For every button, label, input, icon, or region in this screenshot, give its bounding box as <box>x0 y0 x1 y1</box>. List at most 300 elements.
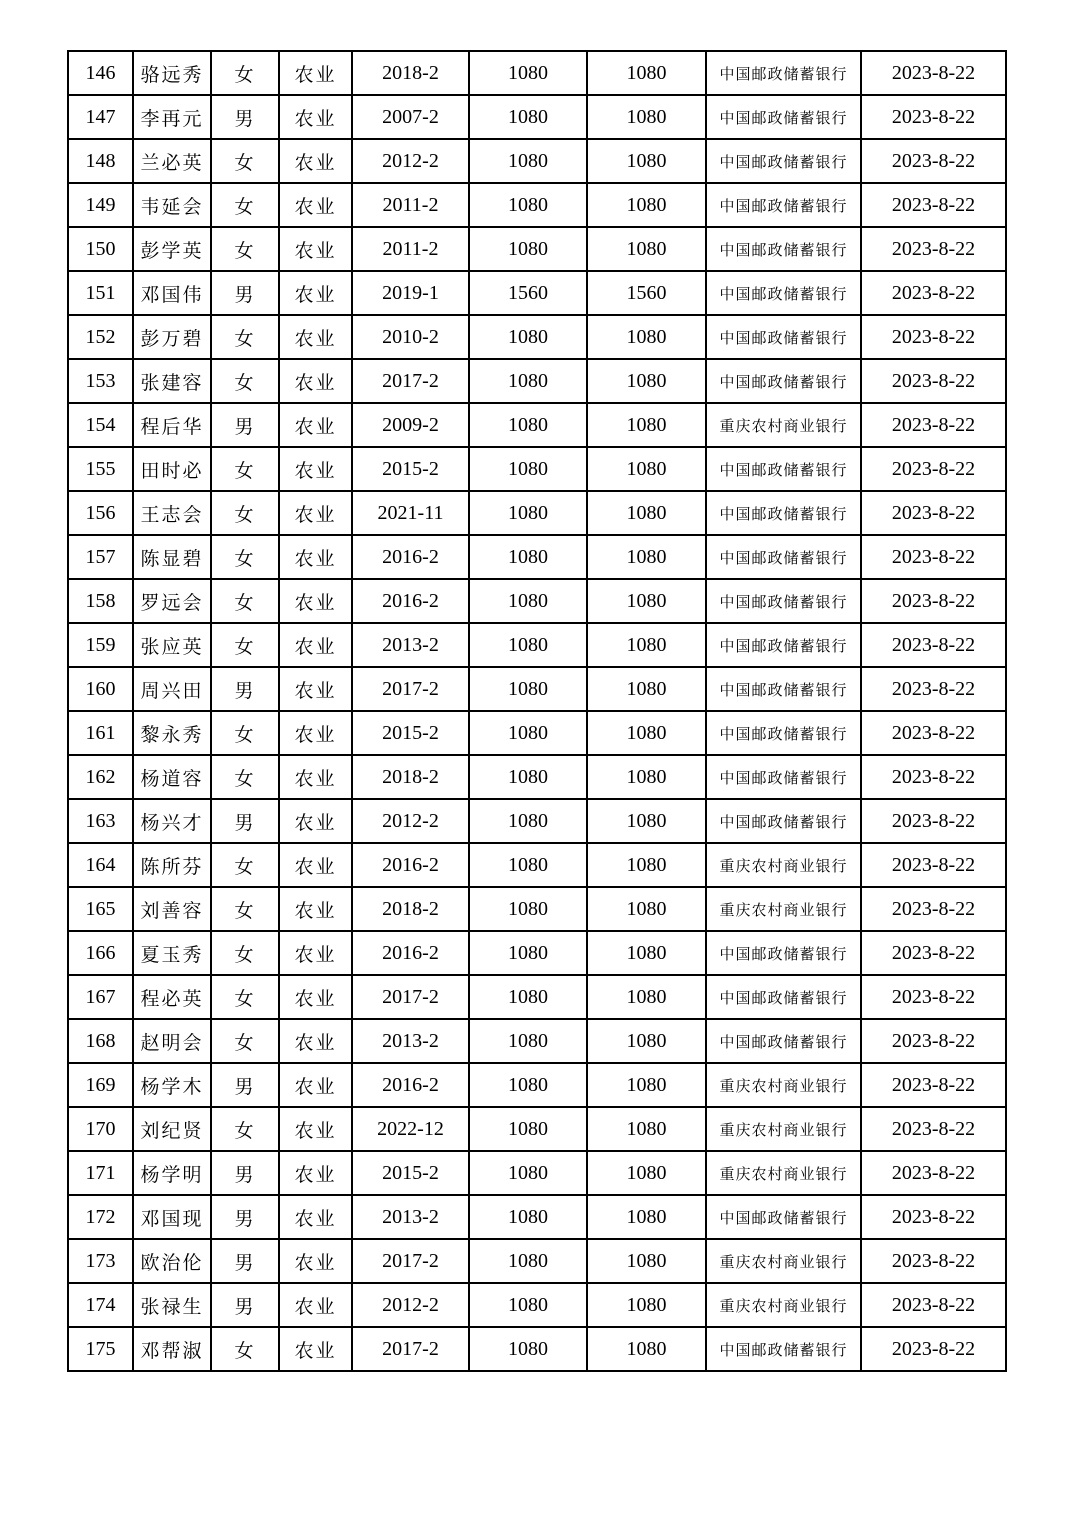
start-date-cell: 2021-11 <box>352 491 469 535</box>
payment-date-cell: 2023-8-22 <box>861 1327 1006 1371</box>
start-date-cell: 2016-2 <box>352 579 469 623</box>
occupation-cell: 农业 <box>279 535 352 579</box>
amount-cell: 1080 <box>469 183 587 227</box>
name-cell: 杨兴才 <box>133 799 211 843</box>
payment-date-cell: 2023-8-22 <box>861 1063 1006 1107</box>
bank-cell: 中国邮政储蓄银行 <box>706 623 861 667</box>
table-row <box>68 315 1006 359</box>
bank-cell: 中国邮政储蓄银行 <box>706 359 861 403</box>
row-number-cell: 163 <box>68 799 133 843</box>
payment-date-cell: 2023-8-22 <box>861 1107 1006 1151</box>
gender-cell: 女 <box>211 51 279 95</box>
gender-cell: 女 <box>211 491 279 535</box>
payment-date-cell: 2023-8-22 <box>861 799 1006 843</box>
payment-date-cell: 2023-8-22 <box>861 535 1006 579</box>
payment-date-cell: 2023-8-22 <box>861 403 1006 447</box>
row-number-cell: 147 <box>68 95 133 139</box>
amount-cell: 1080 <box>469 535 587 579</box>
amount-cell: 1080 <box>469 975 587 1019</box>
table-row <box>68 95 1006 139</box>
start-date-cell: 2016-2 <box>352 843 469 887</box>
table-row <box>68 1107 1006 1151</box>
row-number-cell: 161 <box>68 711 133 755</box>
start-date-cell: 2013-2 <box>352 1019 469 1063</box>
paid-amount-cell: 1080 <box>587 1195 706 1239</box>
row-number-cell: 154 <box>68 403 133 447</box>
gender-cell: 女 <box>211 931 279 975</box>
paid-amount-cell: 1080 <box>587 403 706 447</box>
amount-cell: 1560 <box>469 271 587 315</box>
gender-cell: 男 <box>211 271 279 315</box>
gender-cell: 男 <box>211 667 279 711</box>
table-row <box>68 755 1006 799</box>
table-row <box>68 1151 1006 1195</box>
paid-amount-cell: 1080 <box>587 227 706 271</box>
start-date-cell: 2016-2 <box>352 1063 469 1107</box>
start-date-cell: 2017-2 <box>352 359 469 403</box>
start-date-cell: 2009-2 <box>352 403 469 447</box>
name-cell: 李再元 <box>133 95 211 139</box>
paid-amount-cell: 1080 <box>587 667 706 711</box>
occupation-cell: 农业 <box>279 579 352 623</box>
occupation-cell: 农业 <box>279 227 352 271</box>
gender-cell: 女 <box>211 315 279 359</box>
payment-date-cell: 2023-8-22 <box>861 931 1006 975</box>
bank-cell: 中国邮政储蓄银行 <box>706 227 861 271</box>
start-date-cell: 2016-2 <box>352 931 469 975</box>
amount-cell: 1080 <box>469 95 587 139</box>
payment-date-cell: 2023-8-22 <box>861 975 1006 1019</box>
occupation-cell: 农业 <box>279 667 352 711</box>
payment-date-cell: 2023-8-22 <box>861 227 1006 271</box>
row-number-cell: 159 <box>68 623 133 667</box>
name-cell: 黎永秀 <box>133 711 211 755</box>
bank-cell: 中国邮政储蓄银行 <box>706 1019 861 1063</box>
amount-cell: 1080 <box>469 227 587 271</box>
occupation-cell: 农业 <box>279 139 352 183</box>
paid-amount-cell: 1080 <box>587 139 706 183</box>
table-row <box>68 227 1006 271</box>
gender-cell: 男 <box>211 799 279 843</box>
gender-cell: 男 <box>211 1151 279 1195</box>
bank-cell: 中国邮政储蓄银行 <box>706 315 861 359</box>
amount-cell: 1080 <box>469 623 587 667</box>
occupation-cell: 农业 <box>279 1195 352 1239</box>
row-number-cell: 164 <box>68 843 133 887</box>
start-date-cell: 2022-12 <box>352 1107 469 1151</box>
table-row <box>68 51 1006 95</box>
bank-cell: 重庆农村商业银行 <box>706 843 861 887</box>
row-number-cell: 148 <box>68 139 133 183</box>
gender-cell: 男 <box>211 1063 279 1107</box>
paid-amount-cell: 1080 <box>587 51 706 95</box>
payment-date-cell: 2023-8-22 <box>861 843 1006 887</box>
bank-cell: 中国邮政储蓄银行 <box>706 579 861 623</box>
start-date-cell: 2016-2 <box>352 535 469 579</box>
gender-cell: 男 <box>211 403 279 447</box>
name-cell: 程必英 <box>133 975 211 1019</box>
bank-cell: 中国邮政储蓄银行 <box>706 447 861 491</box>
name-cell: 兰必英 <box>133 139 211 183</box>
paid-amount-cell: 1080 <box>587 1063 706 1107</box>
table-row <box>68 667 1006 711</box>
bank-cell: 中国邮政储蓄银行 <box>706 271 861 315</box>
bank-cell: 中国邮政储蓄银行 <box>706 931 861 975</box>
amount-cell: 1080 <box>469 1063 587 1107</box>
row-number-cell: 173 <box>68 1239 133 1283</box>
paid-amount-cell: 1080 <box>587 1239 706 1283</box>
amount-cell: 1080 <box>469 359 587 403</box>
occupation-cell: 农业 <box>279 315 352 359</box>
occupation-cell: 农业 <box>279 183 352 227</box>
table-row <box>68 403 1006 447</box>
name-cell: 陈显碧 <box>133 535 211 579</box>
gender-cell: 男 <box>211 1239 279 1283</box>
paid-amount-cell: 1080 <box>587 623 706 667</box>
paid-amount-cell: 1080 <box>587 535 706 579</box>
gender-cell: 女 <box>211 755 279 799</box>
row-number-cell: 153 <box>68 359 133 403</box>
payment-date-cell: 2023-8-22 <box>861 447 1006 491</box>
amount-cell: 1080 <box>469 667 587 711</box>
amount-cell: 1080 <box>469 139 587 183</box>
row-number-cell: 167 <box>68 975 133 1019</box>
start-date-cell: 2013-2 <box>352 1195 469 1239</box>
occupation-cell: 农业 <box>279 51 352 95</box>
payment-date-cell: 2023-8-22 <box>861 887 1006 931</box>
gender-cell: 男 <box>211 1283 279 1327</box>
payment-date-cell: 2023-8-22 <box>861 623 1006 667</box>
occupation-cell: 农业 <box>279 1283 352 1327</box>
paid-amount-cell: 1080 <box>587 843 706 887</box>
table-row <box>68 843 1006 887</box>
start-date-cell: 2015-2 <box>352 711 469 755</box>
bank-cell: 重庆农村商业银行 <box>706 1283 861 1327</box>
occupation-cell: 农业 <box>279 1107 352 1151</box>
bank-cell: 中国邮政储蓄银行 <box>706 799 861 843</box>
start-date-cell: 2010-2 <box>352 315 469 359</box>
bank-cell: 中国邮政储蓄银行 <box>706 1327 861 1371</box>
paid-amount-cell: 1080 <box>587 755 706 799</box>
table-body <box>68 51 1006 1371</box>
occupation-cell: 农业 <box>279 1063 352 1107</box>
name-cell: 邓国现 <box>133 1195 211 1239</box>
name-cell: 周兴田 <box>133 667 211 711</box>
start-date-cell: 2011-2 <box>352 183 469 227</box>
amount-cell: 1080 <box>469 1327 587 1371</box>
row-number-cell: 155 <box>68 447 133 491</box>
paid-amount-cell: 1080 <box>587 95 706 139</box>
name-cell: 邓帮淑 <box>133 1327 211 1371</box>
bank-cell: 中国邮政储蓄银行 <box>706 711 861 755</box>
paid-amount-cell: 1080 <box>587 491 706 535</box>
amount-cell: 1080 <box>469 1151 587 1195</box>
name-cell: 骆远秀 <box>133 51 211 95</box>
row-number-cell: 149 <box>68 183 133 227</box>
name-cell: 刘善容 <box>133 887 211 931</box>
amount-cell: 1080 <box>469 315 587 359</box>
name-cell: 张建容 <box>133 359 211 403</box>
name-cell: 夏玉秀 <box>133 931 211 975</box>
paid-amount-cell: 1080 <box>587 975 706 1019</box>
row-number-cell: 172 <box>68 1195 133 1239</box>
bank-cell: 重庆农村商业银行 <box>706 887 861 931</box>
bank-cell: 中国邮政储蓄银行 <box>706 183 861 227</box>
payment-date-cell: 2023-8-22 <box>861 491 1006 535</box>
gender-cell: 女 <box>211 183 279 227</box>
gender-cell: 女 <box>211 579 279 623</box>
gender-cell: 女 <box>211 447 279 491</box>
start-date-cell: 2018-2 <box>352 51 469 95</box>
table-row <box>68 1063 1006 1107</box>
payment-date-cell: 2023-8-22 <box>861 183 1006 227</box>
bank-cell: 中国邮政储蓄银行 <box>706 755 861 799</box>
amount-cell: 1080 <box>469 1019 587 1063</box>
table-row <box>68 931 1006 975</box>
bank-cell: 重庆农村商业银行 <box>706 1151 861 1195</box>
table-row <box>68 711 1006 755</box>
table-row <box>68 1283 1006 1327</box>
table-row <box>68 1195 1006 1239</box>
table-row <box>68 887 1006 931</box>
occupation-cell: 农业 <box>279 491 352 535</box>
paid-amount-cell: 1080 <box>587 447 706 491</box>
name-cell: 彭学英 <box>133 227 211 271</box>
start-date-cell: 2013-2 <box>352 623 469 667</box>
paid-amount-cell: 1560 <box>587 271 706 315</box>
name-cell: 韦延会 <box>133 183 211 227</box>
bank-cell: 重庆农村商业银行 <box>706 1063 861 1107</box>
start-date-cell: 2011-2 <box>352 227 469 271</box>
start-date-cell: 2012-2 <box>352 1283 469 1327</box>
gender-cell: 女 <box>211 623 279 667</box>
paid-amount-cell: 1080 <box>587 1151 706 1195</box>
payment-date-cell: 2023-8-22 <box>861 95 1006 139</box>
row-number-cell: 175 <box>68 1327 133 1371</box>
occupation-cell: 农业 <box>279 975 352 1019</box>
bank-cell: 中国邮政储蓄银行 <box>706 139 861 183</box>
amount-cell: 1080 <box>469 403 587 447</box>
bank-cell: 中国邮政储蓄银行 <box>706 1195 861 1239</box>
start-date-cell: 2017-2 <box>352 1239 469 1283</box>
payment-date-cell: 2023-8-22 <box>861 51 1006 95</box>
name-cell: 杨学木 <box>133 1063 211 1107</box>
payment-date-cell: 2023-8-22 <box>861 579 1006 623</box>
paid-amount-cell: 1080 <box>587 711 706 755</box>
amount-cell: 1080 <box>469 1195 587 1239</box>
name-cell: 刘纪贤 <box>133 1107 211 1151</box>
paid-amount-cell: 1080 <box>587 931 706 975</box>
payment-date-cell: 2023-8-22 <box>861 755 1006 799</box>
row-number-cell: 170 <box>68 1107 133 1151</box>
name-cell: 罗远会 <box>133 579 211 623</box>
row-number-cell: 156 <box>68 491 133 535</box>
amount-cell: 1080 <box>469 711 587 755</box>
gender-cell: 女 <box>211 975 279 1019</box>
start-date-cell: 2017-2 <box>352 1327 469 1371</box>
row-number-cell: 165 <box>68 887 133 931</box>
gender-cell: 女 <box>211 227 279 271</box>
start-date-cell: 2018-2 <box>352 887 469 931</box>
payment-date-cell: 2023-8-22 <box>861 1195 1006 1239</box>
gender-cell: 男 <box>211 95 279 139</box>
data-table <box>67 50 1007 1372</box>
occupation-cell: 农业 <box>279 623 352 667</box>
occupation-cell: 农业 <box>279 711 352 755</box>
amount-cell: 1080 <box>469 843 587 887</box>
amount-cell: 1080 <box>469 1283 587 1327</box>
payment-date-cell: 2023-8-22 <box>861 359 1006 403</box>
gender-cell: 女 <box>211 1019 279 1063</box>
table-row <box>68 623 1006 667</box>
gender-cell: 女 <box>211 535 279 579</box>
bank-cell: 重庆农村商业银行 <box>706 403 861 447</box>
row-number-cell: 146 <box>68 51 133 95</box>
table-row <box>68 447 1006 491</box>
gender-cell: 女 <box>211 843 279 887</box>
table-row <box>68 359 1006 403</box>
start-date-cell: 2017-2 <box>352 667 469 711</box>
payment-date-cell: 2023-8-22 <box>861 271 1006 315</box>
row-number-cell: 160 <box>68 667 133 711</box>
name-cell: 杨学明 <box>133 1151 211 1195</box>
table-row <box>68 271 1006 315</box>
table-row <box>68 1019 1006 1063</box>
amount-cell: 1080 <box>469 931 587 975</box>
amount-cell: 1080 <box>469 447 587 491</box>
bank-cell: 中国邮政储蓄银行 <box>706 491 861 535</box>
table-row <box>68 799 1006 843</box>
table-row <box>68 975 1006 1019</box>
bank-cell: 中国邮政储蓄银行 <box>706 535 861 579</box>
start-date-cell: 2019-1 <box>352 271 469 315</box>
row-number-cell: 162 <box>68 755 133 799</box>
payment-date-cell: 2023-8-22 <box>861 1151 1006 1195</box>
occupation-cell: 农业 <box>279 1239 352 1283</box>
occupation-cell: 农业 <box>279 271 352 315</box>
gender-cell: 男 <box>211 1195 279 1239</box>
row-number-cell: 171 <box>68 1151 133 1195</box>
name-cell: 张应英 <box>133 623 211 667</box>
payment-date-cell: 2023-8-22 <box>861 711 1006 755</box>
occupation-cell: 农业 <box>279 1151 352 1195</box>
occupation-cell: 农业 <box>279 447 352 491</box>
row-number-cell: 158 <box>68 579 133 623</box>
payment-date-cell: 2023-8-22 <box>861 667 1006 711</box>
occupation-cell: 农业 <box>279 931 352 975</box>
name-cell: 杨道容 <box>133 755 211 799</box>
occupation-cell: 农业 <box>279 1019 352 1063</box>
amount-cell: 1080 <box>469 579 587 623</box>
gender-cell: 女 <box>211 359 279 403</box>
paid-amount-cell: 1080 <box>587 1019 706 1063</box>
paid-amount-cell: 1080 <box>587 887 706 931</box>
occupation-cell: 农业 <box>279 1327 352 1371</box>
bank-cell: 重庆农村商业银行 <box>706 1239 861 1283</box>
paid-amount-cell: 1080 <box>587 579 706 623</box>
table-row <box>68 183 1006 227</box>
gender-cell: 女 <box>211 1107 279 1151</box>
occupation-cell: 农业 <box>279 843 352 887</box>
table-row <box>68 491 1006 535</box>
gender-cell: 女 <box>211 887 279 931</box>
start-date-cell: 2012-2 <box>352 799 469 843</box>
gender-cell: 女 <box>211 139 279 183</box>
amount-cell: 1080 <box>469 755 587 799</box>
amount-cell: 1080 <box>469 799 587 843</box>
name-cell: 田时必 <box>133 447 211 491</box>
row-number-cell: 168 <box>68 1019 133 1063</box>
gender-cell: 女 <box>211 1327 279 1371</box>
table-row <box>68 579 1006 623</box>
start-date-cell: 2018-2 <box>352 755 469 799</box>
table-row <box>68 1327 1006 1371</box>
name-cell: 张禄生 <box>133 1283 211 1327</box>
paid-amount-cell: 1080 <box>587 799 706 843</box>
amount-cell: 1080 <box>469 491 587 535</box>
paid-amount-cell: 1080 <box>587 315 706 359</box>
occupation-cell: 农业 <box>279 887 352 931</box>
name-cell: 王志会 <box>133 491 211 535</box>
row-number-cell: 166 <box>68 931 133 975</box>
paid-amount-cell: 1080 <box>587 1327 706 1371</box>
row-number-cell: 174 <box>68 1283 133 1327</box>
payment-date-cell: 2023-8-22 <box>861 315 1006 359</box>
paid-amount-cell: 1080 <box>587 359 706 403</box>
start-date-cell: 2015-2 <box>352 1151 469 1195</box>
bank-cell: 重庆农村商业银行 <box>706 1107 861 1151</box>
occupation-cell: 农业 <box>279 95 352 139</box>
bank-cell: 中国邮政储蓄银行 <box>706 51 861 95</box>
amount-cell: 1080 <box>469 51 587 95</box>
bank-cell: 中国邮政储蓄银行 <box>706 975 861 1019</box>
table-row <box>68 1239 1006 1283</box>
start-date-cell: 2007-2 <box>352 95 469 139</box>
occupation-cell: 农业 <box>279 799 352 843</box>
bank-cell: 中国邮政储蓄银行 <box>706 667 861 711</box>
amount-cell: 1080 <box>469 1239 587 1283</box>
table-row <box>68 535 1006 579</box>
paid-amount-cell: 1080 <box>587 1283 706 1327</box>
name-cell: 赵明会 <box>133 1019 211 1063</box>
row-number-cell: 169 <box>68 1063 133 1107</box>
gender-cell: 女 <box>211 711 279 755</box>
name-cell: 陈所芬 <box>133 843 211 887</box>
payment-date-cell: 2023-8-22 <box>861 139 1006 183</box>
name-cell: 邓国伟 <box>133 271 211 315</box>
name-cell: 欧治伦 <box>133 1239 211 1283</box>
amount-cell: 1080 <box>469 887 587 931</box>
name-cell: 彭万碧 <box>133 315 211 359</box>
bank-cell: 中国邮政储蓄银行 <box>706 95 861 139</box>
row-number-cell: 157 <box>68 535 133 579</box>
payment-date-cell: 2023-8-22 <box>861 1283 1006 1327</box>
name-cell: 程后华 <box>133 403 211 447</box>
paid-amount-cell: 1080 <box>587 183 706 227</box>
start-date-cell: 2012-2 <box>352 139 469 183</box>
table-row <box>68 139 1006 183</box>
start-date-cell: 2017-2 <box>352 975 469 1019</box>
amount-cell: 1080 <box>469 1107 587 1151</box>
occupation-cell: 农业 <box>279 755 352 799</box>
payment-date-cell: 2023-8-22 <box>861 1239 1006 1283</box>
payment-date-cell: 2023-8-22 <box>861 1019 1006 1063</box>
paid-amount-cell: 1080 <box>587 1107 706 1151</box>
row-number-cell: 152 <box>68 315 133 359</box>
row-number-cell: 151 <box>68 271 133 315</box>
row-number-cell: 150 <box>68 227 133 271</box>
occupation-cell: 农业 <box>279 359 352 403</box>
